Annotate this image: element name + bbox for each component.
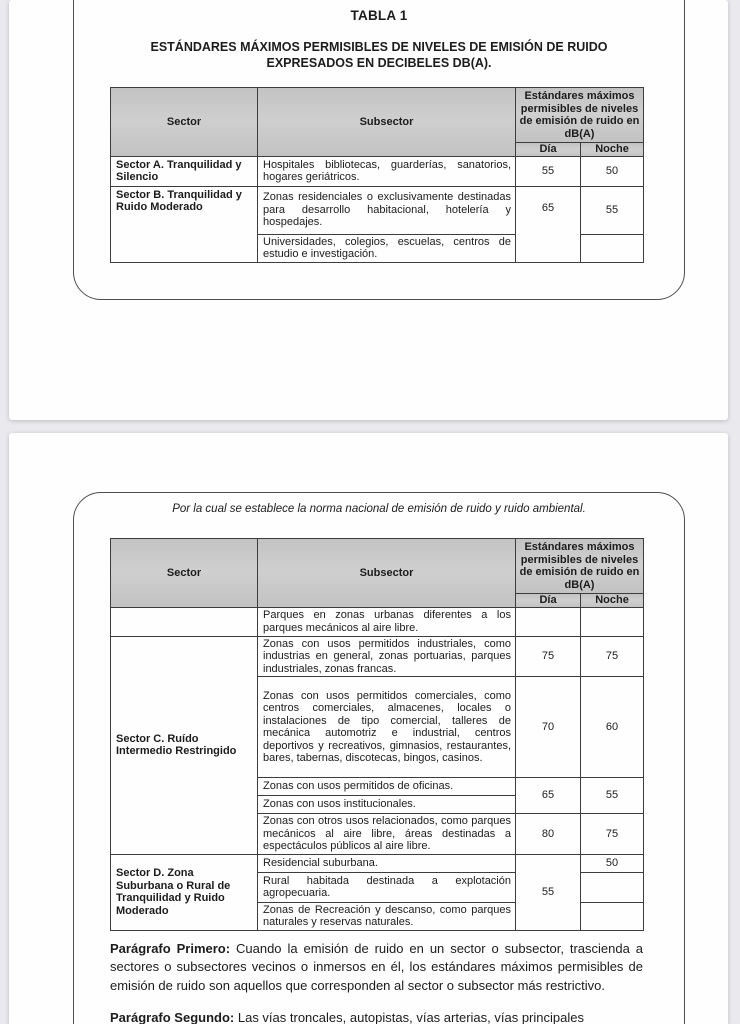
col-header-subsector: Subsector — [258, 88, 516, 157]
col-header-night: Noche — [581, 594, 644, 608]
night-value: 75 — [581, 814, 644, 855]
subsector-cell: Zonas con otros usos relacionados, como parques mecánicos al aire libre, áreas destinadas a espectáculos públicos al aire libre. — [258, 814, 516, 855]
day-value: 65 — [516, 186, 581, 262]
day-value: 80 — [516, 814, 581, 855]
table1-title: TABLA 1 — [350, 8, 408, 23]
col-header-sector: Sector — [111, 539, 258, 608]
night-value: 60 — [581, 677, 644, 778]
table1-subtitle: ESTÁNDARES MÁXIMOS PERMISIBLES DE NIVELES DE EMISIÓN DE RUIDO EXPRESADOS EN DECIBELES DB(A). — [150, 40, 608, 70]
noise-standards-table-2 — [110, 538, 644, 931]
sector-d-label: Sector D. Zona Suburbana o Rural de Tranquilidad y Ruido Moderado — [111, 854, 258, 930]
document-page-3 — [9, 0, 728, 420]
subsector-cell: Hospitales bibliotecas, guarderías, sanatorios, hogares geriátricos. — [258, 156, 516, 186]
night-value: 55 — [581, 778, 644, 814]
sector-a-label: Sector A. Tranquilidad y Silencio — [111, 156, 258, 186]
resolution-subject: Por la cual se establece la norma nacional de emisión de ruido y ruido ambiental. — [172, 503, 586, 515]
night-value — [581, 234, 644, 262]
table-row — [111, 156, 644, 186]
paragraph-segundo-label: Parágrafo Segundo: — [110, 1010, 235, 1024]
table-row — [111, 636, 644, 677]
night-value: 50 — [581, 156, 644, 186]
night-value — [581, 872, 644, 902]
subsector-cell: Rural habitada destinada a explotación agropecuaria. — [258, 872, 516, 902]
noise-standards-table-1 — [110, 87, 644, 263]
subsector-cell: Zonas residenciales o exclusivamente destinadas para desarrollo habitacional, hotelería y hospedajes. — [258, 186, 516, 234]
paragraph-primero — [110, 940, 643, 995]
night-value — [581, 607, 644, 636]
col-header-sector: Sector — [111, 88, 258, 157]
table-row — [111, 854, 644, 872]
col-header-standards: Estándares máximos permisibles de niveles de emisión de ruido en dB(A) — [516, 88, 644, 143]
document-page-4 — [9, 433, 728, 1024]
day-value: 70 — [516, 677, 581, 778]
sector-empty-cell — [111, 607, 258, 636]
night-value — [581, 902, 644, 930]
night-value: 50 — [581, 854, 644, 872]
subsector-cell: Zonas con usos institucionales. — [258, 796, 516, 814]
day-value: 55 — [516, 854, 581, 930]
col-header-day: Día — [516, 594, 581, 608]
day-value — [516, 607, 581, 636]
night-value: 55 — [581, 186, 644, 234]
col-header-subsector: Subsector — [258, 539, 516, 608]
day-value: 65 — [516, 778, 581, 814]
subsector-cell: Universidades, colegios, escuelas, centros de estudio e investigación. — [258, 234, 516, 262]
day-value: 55 — [516, 156, 581, 186]
subsector-cell: Parques en zonas urbanas diferentes a los parques mecánicos al aire libre. — [258, 607, 516, 636]
night-value: 75 — [581, 636, 644, 677]
day-value: 75 — [516, 636, 581, 677]
paragraph-segundo — [110, 1009, 643, 1024]
table-row — [111, 607, 644, 636]
sector-c-label: Sector C. Ruído Intermedio Restringido — [111, 636, 258, 854]
table-row — [111, 186, 644, 234]
paragraph-primero-label: Parágrafo Primero: — [110, 941, 231, 956]
subsector-cell: Zonas con usos permitidos industriales, como industrias en general, zonas portuarias, parques industriales, zonas francas. — [258, 636, 516, 677]
sector-b-label: Sector B. Tranquilidad y Ruido Moderado — [111, 186, 258, 262]
col-header-standards: Estándares máximos permisibles de niveles de emisión de ruido en dB(A) — [516, 539, 644, 594]
subsector-cell: Zonas con usos permitidos comerciales, como centros comerciales, almacenes, locales o instalaciones de tipo comercial, talleres de mecánica automotriz e industrial, centros deportivos y recreativos, gimnasios, restaurantes, bares, tabernas, discotecas, bingos, casinos. — [258, 677, 516, 778]
col-header-day: Día — [516, 143, 581, 157]
subsector-cell: Zonas con usos permitidos de oficinas. — [258, 778, 516, 796]
subsector-cell: Zonas de Recreación y descanso, como parques naturales y reservas naturales. — [258, 902, 516, 930]
paragraph-segundo-text: Las vías troncales, autopistas, vías arterias, vías principales — [234, 1010, 584, 1024]
subsector-cell: Residencial suburbana. — [258, 854, 516, 872]
col-header-night: Noche — [581, 143, 644, 157]
paragraph-primero-text: Cuando la emisión de ruido en un sector o subsector, trascienda a sectores o subsectores vecinos o inmersos en él, los estándares máximos permisibles de emisión de ruido son aquellos que corresponden al sector o subsector más restrictivo. — [110, 941, 643, 993]
